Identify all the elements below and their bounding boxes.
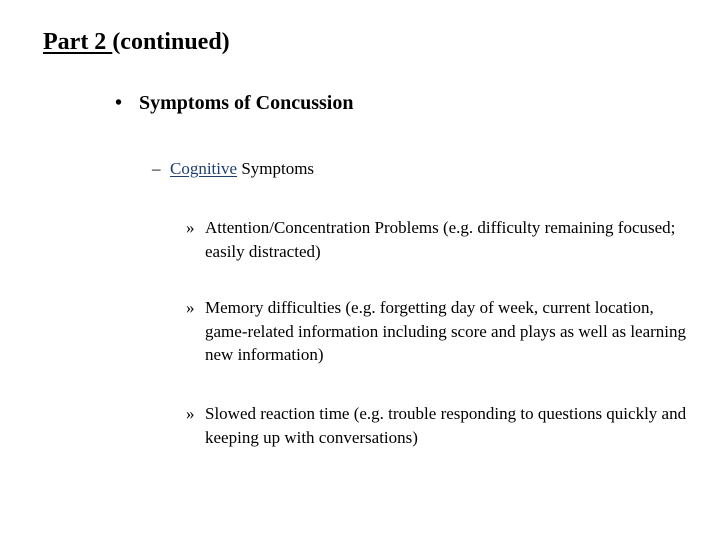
slide-title-underlined: Part 2 <box>43 29 113 55</box>
symptom-item-text: Memory difficulties (e.g. forgetting day of week, current location, game-related information including score and plays as well as learning new information) <box>205 298 687 364</box>
symptom-item-text: Slowed reaction time (e.g. trouble responding to questions quickly and keeping up with conversations) <box>205 404 687 447</box>
cognitive-symptoms-text: Symptoms <box>237 159 315 178</box>
dash-icon: – <box>152 159 161 178</box>
cognitive-link[interactable]: Cognitive <box>170 159 238 178</box>
double-chevron-icon: » <box>186 218 195 237</box>
bullet-dot-icon: • <box>115 92 123 114</box>
symptom-item-reaction-time <box>186 402 696 449</box>
symptom-item-text: Attention/Concentration Problems (e.g. difficulty remaining focused; easily distracted) <box>205 218 676 261</box>
bullet-symptoms-of-concussion <box>115 91 353 115</box>
symptom-item-attention <box>186 216 696 263</box>
slide-title <box>43 28 230 57</box>
double-chevron-icon: » <box>186 298 195 317</box>
bullet-symptoms-text: Symptoms of Concussion <box>139 92 354 114</box>
subbullet-cognitive-symptoms <box>152 159 314 179</box>
symptom-item-memory <box>186 296 696 367</box>
double-chevron-icon: » <box>186 404 195 423</box>
slide-title-rest: (continued) <box>112 29 230 55</box>
